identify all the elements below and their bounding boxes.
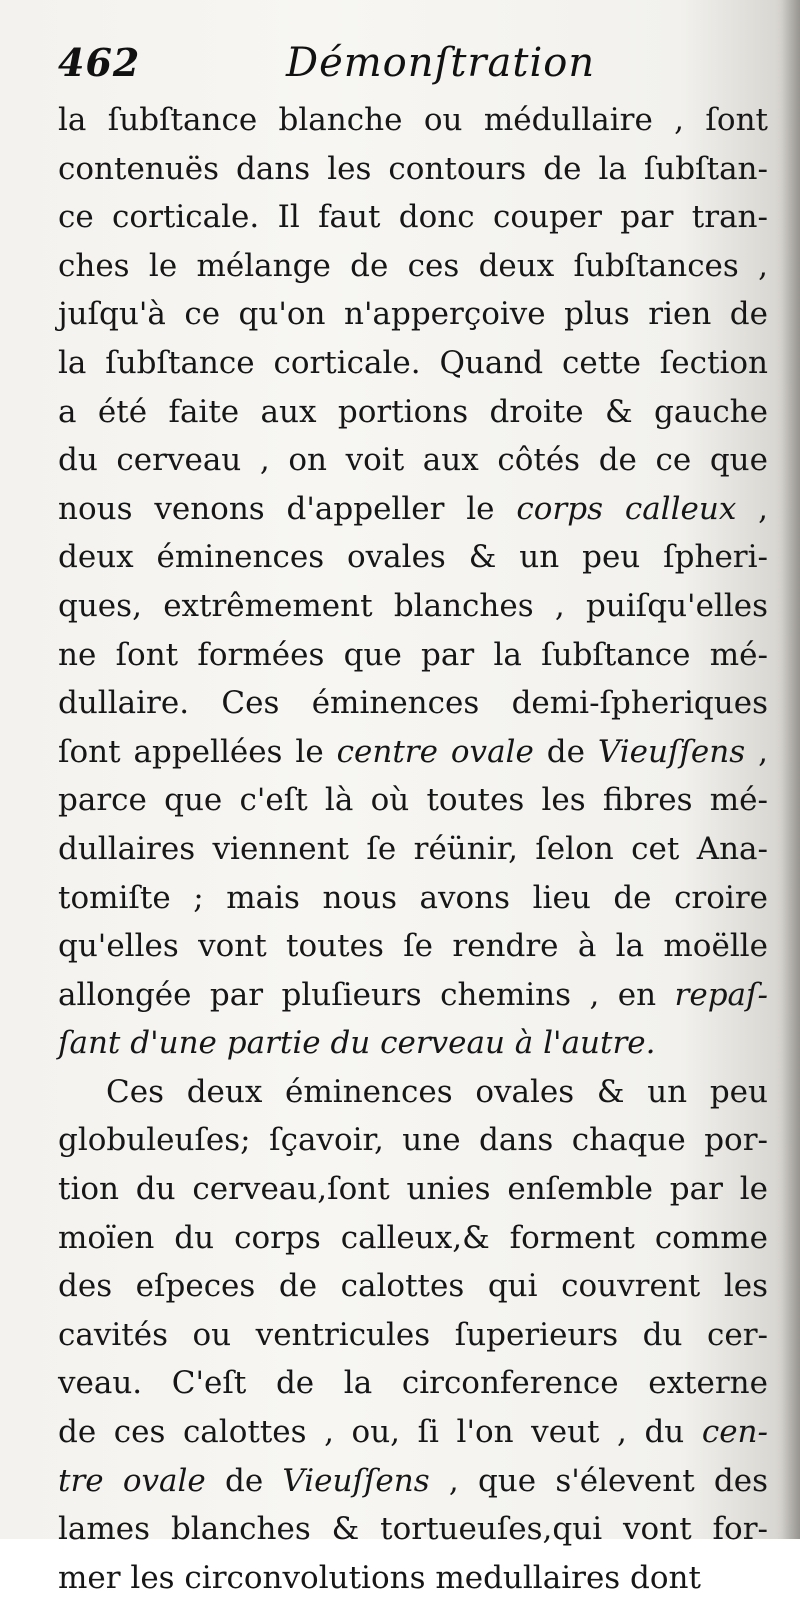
text-segment: , que s'élevent des: [429, 1462, 768, 1499]
text-line: [58, 1019, 768, 1068]
text-segment: parce que c'eſt là où toutes les fibres mé-: [58, 782, 768, 819]
text-line: [58, 922, 768, 971]
page-header: [58, 40, 758, 96]
italic-segment: ſant d'une partie du cerveau à l'autre.: [58, 1025, 656, 1062]
text-line: [58, 582, 768, 631]
text-segment: ,: [736, 490, 769, 527]
text-segment: juſqu'à ce qu'on n'apperçoive plus rien de: [58, 296, 768, 333]
page-number: 462: [58, 40, 141, 85]
text-segment: du cerveau , on voit aux côtés de ce que: [58, 442, 768, 479]
text-line: [58, 874, 768, 923]
text-segment: nous venons d'appeller le: [58, 490, 517, 527]
text-segment: ques, extrêmement blanches , puiſqu'elles: [58, 587, 768, 624]
text-line: [58, 631, 768, 680]
text-line: [58, 242, 768, 291]
text-line: [58, 1457, 768, 1506]
text-segment: ce corticale. Il faut donc couper par tran-: [58, 199, 768, 236]
text-line: [58, 1068, 768, 1117]
text-segment: a été faite aux portions droite & gauche: [58, 393, 768, 430]
text-line: [58, 1505, 768, 1554]
text-line: [58, 971, 768, 1020]
text-line: [58, 679, 768, 728]
text-line: [58, 1311, 768, 1360]
body-text: [58, 96, 768, 1602]
text-segment: ,: [745, 733, 768, 770]
text-line: [58, 96, 768, 145]
text-line: [58, 1262, 768, 1311]
text-segment: ſont appellées le: [58, 733, 337, 770]
paragraph: [58, 1068, 768, 1602]
italic-segment: Vieuſſens: [282, 1462, 430, 1499]
text-line: [58, 145, 768, 194]
text-line: [58, 776, 768, 825]
text-segment: deux éminences ovales & un peu ſpheri-: [58, 539, 768, 576]
text-segment: des eſpeces de calottes qui couvrent les: [58, 1268, 768, 1305]
text-line: [58, 728, 768, 777]
text-segment: de ces calottes , ou, ſi l'on veut , du: [58, 1414, 702, 1451]
text-segment: tomiſte ; mais nous avons lieu de croire: [58, 879, 768, 916]
text-segment: la ſubſtance blanche ou médullaire , ſont: [58, 102, 768, 138]
italic-segment: corps calleux: [516, 490, 737, 527]
paragraph: [58, 96, 768, 1068]
text-segment: de: [205, 1462, 283, 1499]
italic-segment: tre ovale: [58, 1462, 206, 1499]
text-line: [58, 1116, 768, 1165]
text-line: [58, 485, 768, 534]
text-line: [58, 825, 768, 874]
text-segment: dullaires viennent ſe réünir, ſelon cet Ana-: [58, 830, 768, 867]
text-line: [58, 290, 768, 339]
text-segment: allongée par pluſieurs chemins , en: [58, 976, 675, 1013]
text-line: [58, 1408, 768, 1457]
running-title: Démonſtration: [286, 40, 596, 86]
text-segment: veau. C'eſt de la circonference externe: [58, 1365, 768, 1402]
italic-segment: repaſ-: [674, 976, 768, 1013]
text-line: [58, 388, 768, 437]
text-segment: ches le mélange de ces deux ſubſtances ,: [58, 247, 768, 284]
text-segment: ne ſont formées que par la ſubſtance mé-: [58, 636, 768, 673]
text-line: [58, 339, 768, 388]
text-segment: cavités ou ventricules ſuperieurs du cer-: [58, 1316, 768, 1353]
text-segment: Ces deux éminences ovales & un peu: [106, 1073, 768, 1110]
text-segment: la ſubſtance corticale. Quand cette ſection: [58, 344, 768, 381]
text-line: [58, 1214, 768, 1263]
text-segment: de: [533, 733, 598, 770]
italic-segment: centre ovale: [336, 733, 534, 770]
text-segment: contenuës dans les contours de la ſubſtan-: [58, 150, 768, 187]
italic-segment: cen-: [701, 1414, 768, 1451]
text-line: [58, 436, 768, 485]
text-line: [58, 1359, 768, 1408]
text-segment: dullaire. Ces éminences demi-ſpheriques: [58, 685, 768, 722]
text-line: [58, 1165, 768, 1214]
text-line: [58, 193, 768, 242]
text-segment: moïen du corps calleux,& forment comme: [58, 1219, 768, 1256]
text-line: [58, 533, 768, 582]
italic-segment: Vieuſſens: [597, 733, 746, 770]
page-edge-shadow: [782, 0, 800, 1539]
text-line: [58, 1554, 768, 1602]
text-segment: mer les circonvolutions medullaires dont: [58, 1559, 701, 1596]
text-segment: lames blanches & tortueuſes,qui vont for-: [58, 1511, 768, 1548]
text-segment: tion du cerveau,ſont unies enſemble par le: [58, 1171, 768, 1208]
text-segment: qu'elles vont toutes ſe rendre à la moëlle: [58, 928, 768, 965]
text-segment: globuleuſes; ſçavoir, une dans chaque por-: [58, 1122, 768, 1159]
